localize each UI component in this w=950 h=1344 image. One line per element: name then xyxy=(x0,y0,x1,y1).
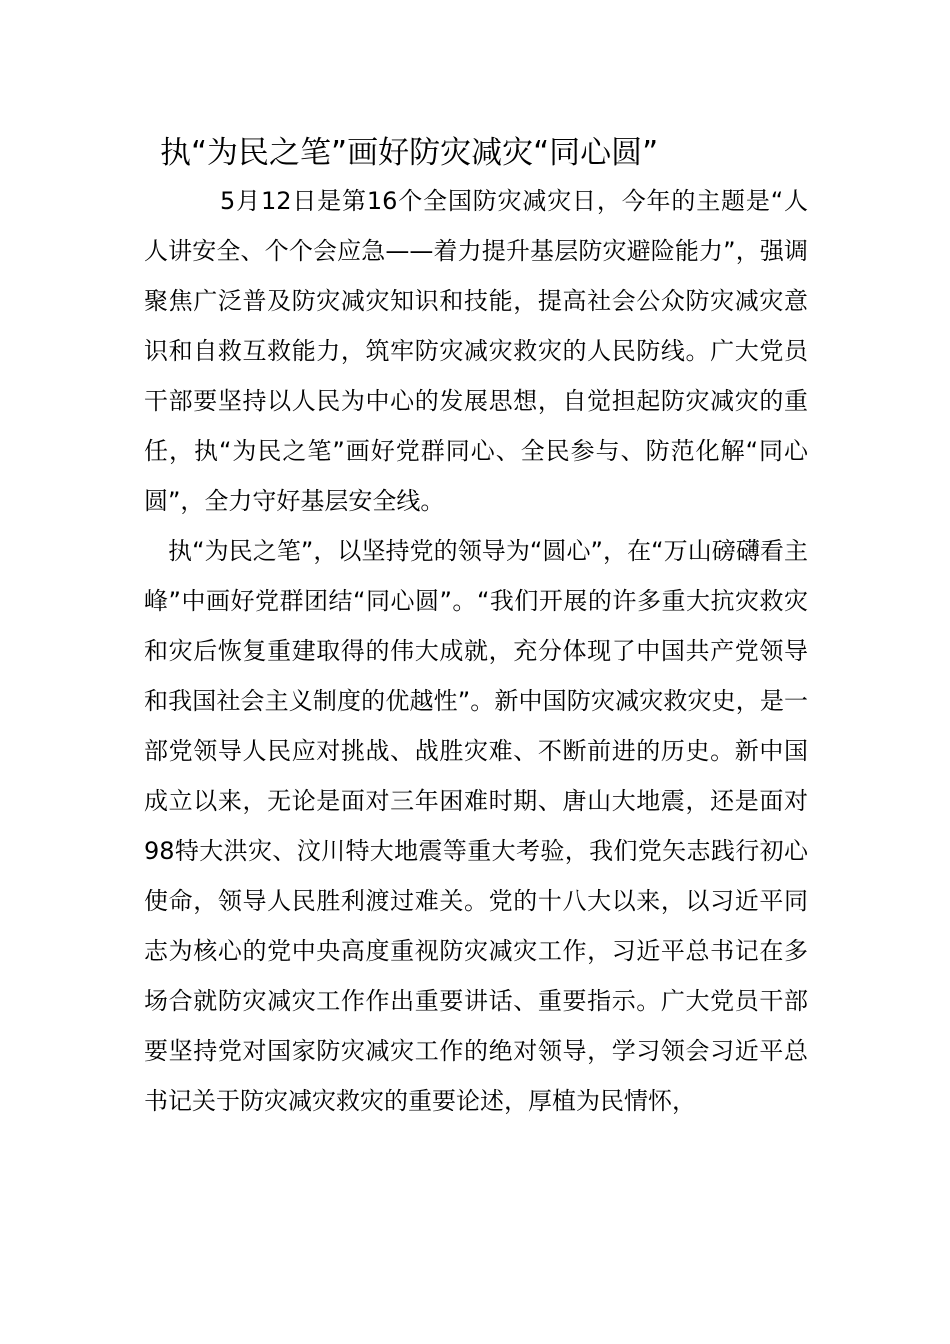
document-title: 执“为民之笔”画好防灾减灾“同心圆” xyxy=(160,135,659,171)
paragraph: 执“为民之笔”，以坚持党的领导为“圆心”，在“万山磅礴看主峰”中画好党群团结“同心圆”。“我们开展的许多重大抗灾救灾和灾后恢复重建取得的伟大成就，充分体现了中国共产党领导和我国社会主义制度的优越性”。新中国防灾减灾救灾史，是一部党领导人民应对挑战、战胜灾难、不断前进的历史。新中国成立以来，无论是面对三年困难时期、唐山大地震，还是面对98特大洪灾、汶川特大地震等重大考验，我们党矢志践行初心使命，领导人民胜利渡过难关。党的十八大以来，以习近平同志为核心的党中央高度重视防灾减灾工作，习近平总书记在多场合就防灾减灾工作作出重要讲话、重要指示。广大党员干部要坚持党对国家防灾减灾工作的绝对领导，学习领会习近平总书记关于防灾减灾救灾的重要论述，厚植为民情怀， xyxy=(144,537,808,1115)
paragraph: 5月12日是第16个全国防灾减灾日，今年的主题是“人人讲安全、个个会应急——着力提升基层防灾避险能力”，强调聚焦广泛普及防灾减灾知识和技能，提高社会公众防灾减灾意识和自救互救能力，筑牢防灾减灾救灾的人民防线。广大党员干部要坚持以人民为中心的发展思想，自觉担起防灾减灾的重任，执“为民之笔”画好党群同心、全民参与、防范化解“同心圆”，全力守好基层安全线。 xyxy=(144,187,808,515)
document-body xyxy=(144,176,808,1126)
